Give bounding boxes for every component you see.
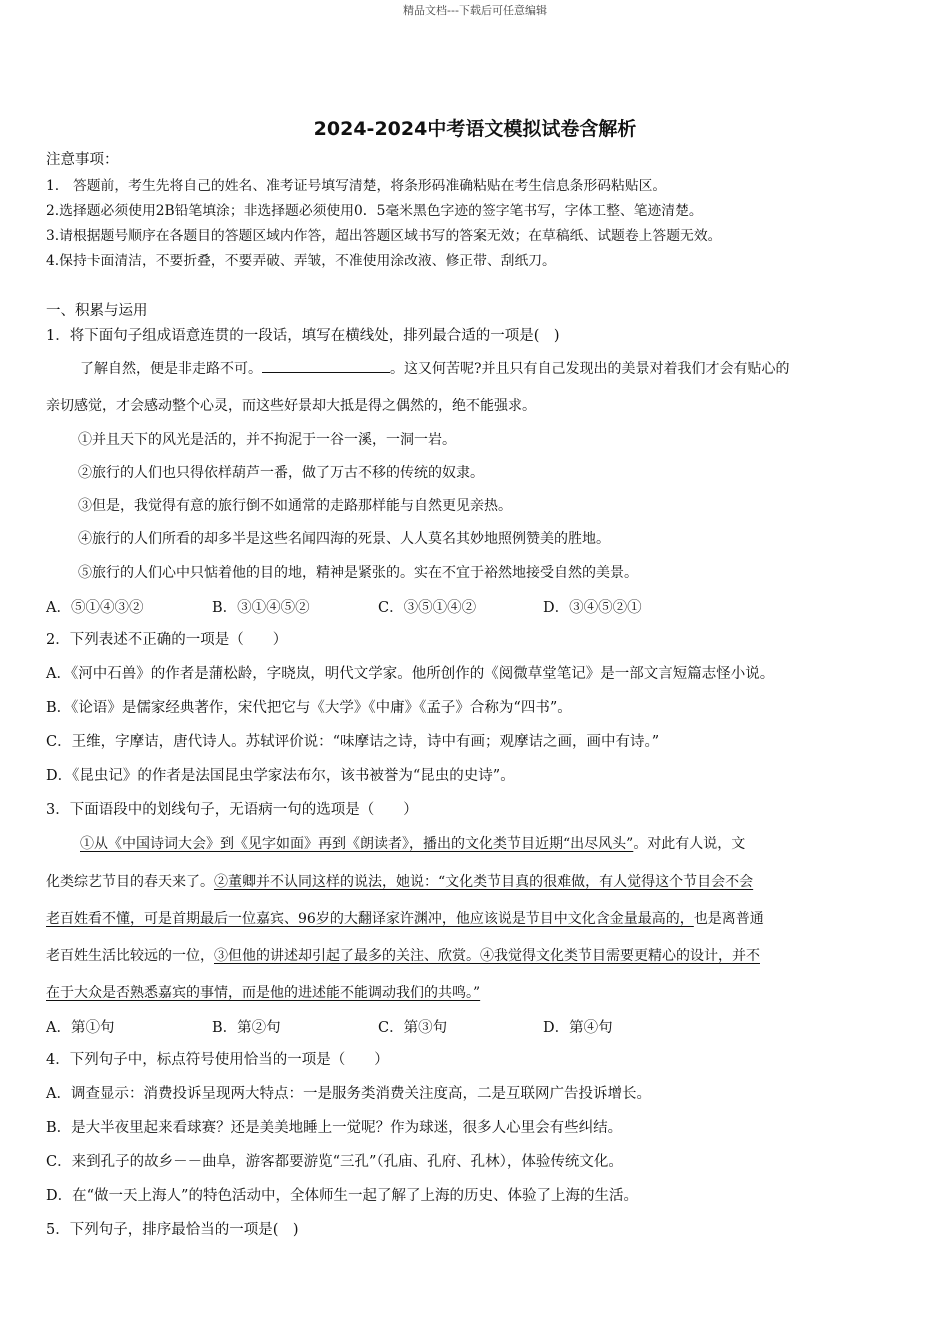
q1-item: ②旅行的人们也只得依样葫芦一番，做了万古不移的传统的奴隶。	[78, 465, 484, 481]
q4-stem: 4．下列句子中，标点符号使用恰当的一项是（ ）	[46, 1052, 389, 1068]
section-heading: 一、积累与运用	[46, 303, 148, 319]
q1-option-b[interactable]: B．③①④⑤②	[212, 600, 310, 616]
q2-option-a[interactable]: A．《河中石兽》的作者是蒲松龄，字晓岚，明代文学家。他所创作的《阅微草堂笔记》是一部文言短篇志怪小说。	[46, 666, 775, 682]
q3-passage-line3: 老百姓看不懂，可是首期最后一位嘉宾、96岁的大翻译家许渊冲，他应该说是节目中文化含金量最高的，也是离普通	[46, 911, 764, 927]
q1-option-d[interactable]: D．③④⑤②①	[543, 600, 642, 616]
q1-passage-line2: 亲切感觉，才会感动整个心灵，而这些好景却大抵是得之偶然的，绝不能强求。	[46, 398, 536, 414]
q1-item: ③但是，我觉得有意的旅行倒不如通常的走路那样能与自然更见亲热。	[78, 498, 512, 514]
q3-option-c[interactable]: C．第③句	[378, 1020, 448, 1036]
q2-option-b[interactable]: B．《论语》是儒家经典著作，宋代把它与《大学》《中庸》《孟子》合称为“四书”。	[46, 700, 572, 716]
underlined-sentence: 在于大众是否熟悉嘉宾的事情，而是他的进述能不能调动我们的共鸣。”	[46, 985, 481, 1001]
q4-option-c[interactable]: C．来到孔子的故乡－－曲阜，游客都要游览“三孔”（孔庙、孔府、孔林），体验传统文化。	[46, 1154, 623, 1170]
q4-option-d[interactable]: D．在“做一天上海人”的特色活动中，全体师生一起了解了上海的历史、体验了上海的生活。	[46, 1188, 638, 1204]
underlined-sentence: ②董卿并不认同这样的说法，她说：“文化类节目真的很难做，有人觉得这个节目会不会	[214, 874, 754, 890]
q1-passage-a: 了解自然，便是非走路不可。	[80, 361, 262, 377]
q2-option-d[interactable]: D．《昆虫记》的作者是法国昆虫学家法布尔，该书被誉为“昆虫的史诗”。	[46, 768, 515, 784]
note-item: 3.请根据题号顺序在各题目的答题区域内作答，超出答题区域书写的答案无效；在草稿纸、试题卷上答题无效。	[46, 228, 722, 244]
q3-option-d[interactable]: D．第④句	[543, 1020, 613, 1036]
q3-option-b[interactable]: B．第②句	[212, 1020, 281, 1036]
q4-option-b[interactable]: B．是大半夜里起来看球赛？还是美美地睡上一觉呢？作为球迷，很多人心里会有些纠结。	[46, 1120, 623, 1136]
q1-item: ⑤旅行的人们心中只惦着他的目的地，精神是紧张的。实在不宜于裕然地接受自然的美景。	[78, 565, 638, 581]
q4-option-a[interactable]: A．调查显示：消费投诉呈现两大特点：一是服务类消费关注度高，二是互联网广告投诉增长。	[46, 1086, 651, 1102]
q3-passage-line5	[46, 983, 480, 1003]
q2-option-c[interactable]: C．王维，字摩诘，唐代诗人。苏轼评价说：“味摩诘之诗，诗中有画；观摩诘之画，画中有诗。”	[46, 734, 660, 750]
answer-blank[interactable]	[262, 358, 390, 373]
page-header: 精品文档---下载后可任意编辑	[403, 4, 547, 17]
q1-option-c[interactable]: C．③⑤①④②	[378, 600, 477, 616]
note-item: 2.选择题必须使用2B铅笔填涂；非选择题必须使用0．5毫米黑色字迹的签字笔书写，字体工整、笔迹清楚。	[46, 203, 703, 219]
underlined-sentence: 老百姓看不懂，可是首期最后一位嘉宾、96岁的大翻译家许渊冲，他应该说是节目中文化含金量最高的，	[46, 911, 694, 927]
q3-passage-line1: ①从《中国诗词大会》到《见字如面》再到《朗读者》，播出的文化类节目近期“出尽风头”。对此有人说，文	[80, 836, 746, 852]
q3-option-a[interactable]: A．第①句	[46, 1020, 115, 1036]
underlined-sentence: ①从《中国诗词大会》到《见字如面》再到《朗读者》，播出的文化类节目近期“出尽风头”	[80, 836, 634, 852]
note-item: 4.保持卡面清洁，不要折叠，不要弄破、弄皱，不准使用涂改液、修正带、刮纸刀。	[46, 253, 556, 269]
q3-passage-line2: 化类综艺节目的春天来了。②董卿并不认同这样的说法，她说：“文化类节目真的很难做，有人觉得这个节目会不会	[46, 874, 754, 890]
note-item: 1. 答题前，考生先将自己的姓名、准考证号填写清楚，将条形码准确粘贴在考生信息条形码粘贴区。	[46, 178, 667, 194]
q2-stem: 2．下列表述不正确的一项是（ ）	[46, 632, 288, 648]
q3-passage-line4: 老百姓生活比较远的一位，③但他的讲述却引起了最多的关注、欣赏。④我觉得文化类节目需要更精心的设计，并不	[46, 948, 760, 964]
q1-item: ①并且天下的风光是活的，并不拘泥于一谷一溪，一洞一岩。	[78, 432, 456, 448]
page-title: 2024-2024中考语文模拟试卷含解析	[313, 118, 637, 140]
q1-item: ④旅行的人们所看的却多半是这些名闻四海的死景、人人莫名其妙地照例赞美的胜地。	[78, 531, 610, 547]
q3-stem: 3．下面语段中的划线句子，无语病一句的选项是（ ）	[46, 802, 418, 818]
notes-heading: 注意事项：	[46, 152, 119, 168]
q1-stem: 1．将下面句子组成语意连贯的一段话，填写在横线处，排列最合适的一项是( )	[46, 328, 560, 344]
q1-passage-line1	[80, 358, 790, 379]
underlined-sentence: ③但他的讲述却引起了最多的关注、欣赏。④我觉得文化类节目需要更精心的设计，并不	[214, 948, 760, 964]
q5-stem: 5．下列句子，排序最恰当的一项是( )	[46, 1222, 299, 1238]
q1-passage-b: 。这又何苦呢?并且只有自己发现出的美景对着我们才会有贴心的	[390, 361, 790, 377]
q1-option-a[interactable]: A．⑤①④③②	[46, 600, 144, 616]
